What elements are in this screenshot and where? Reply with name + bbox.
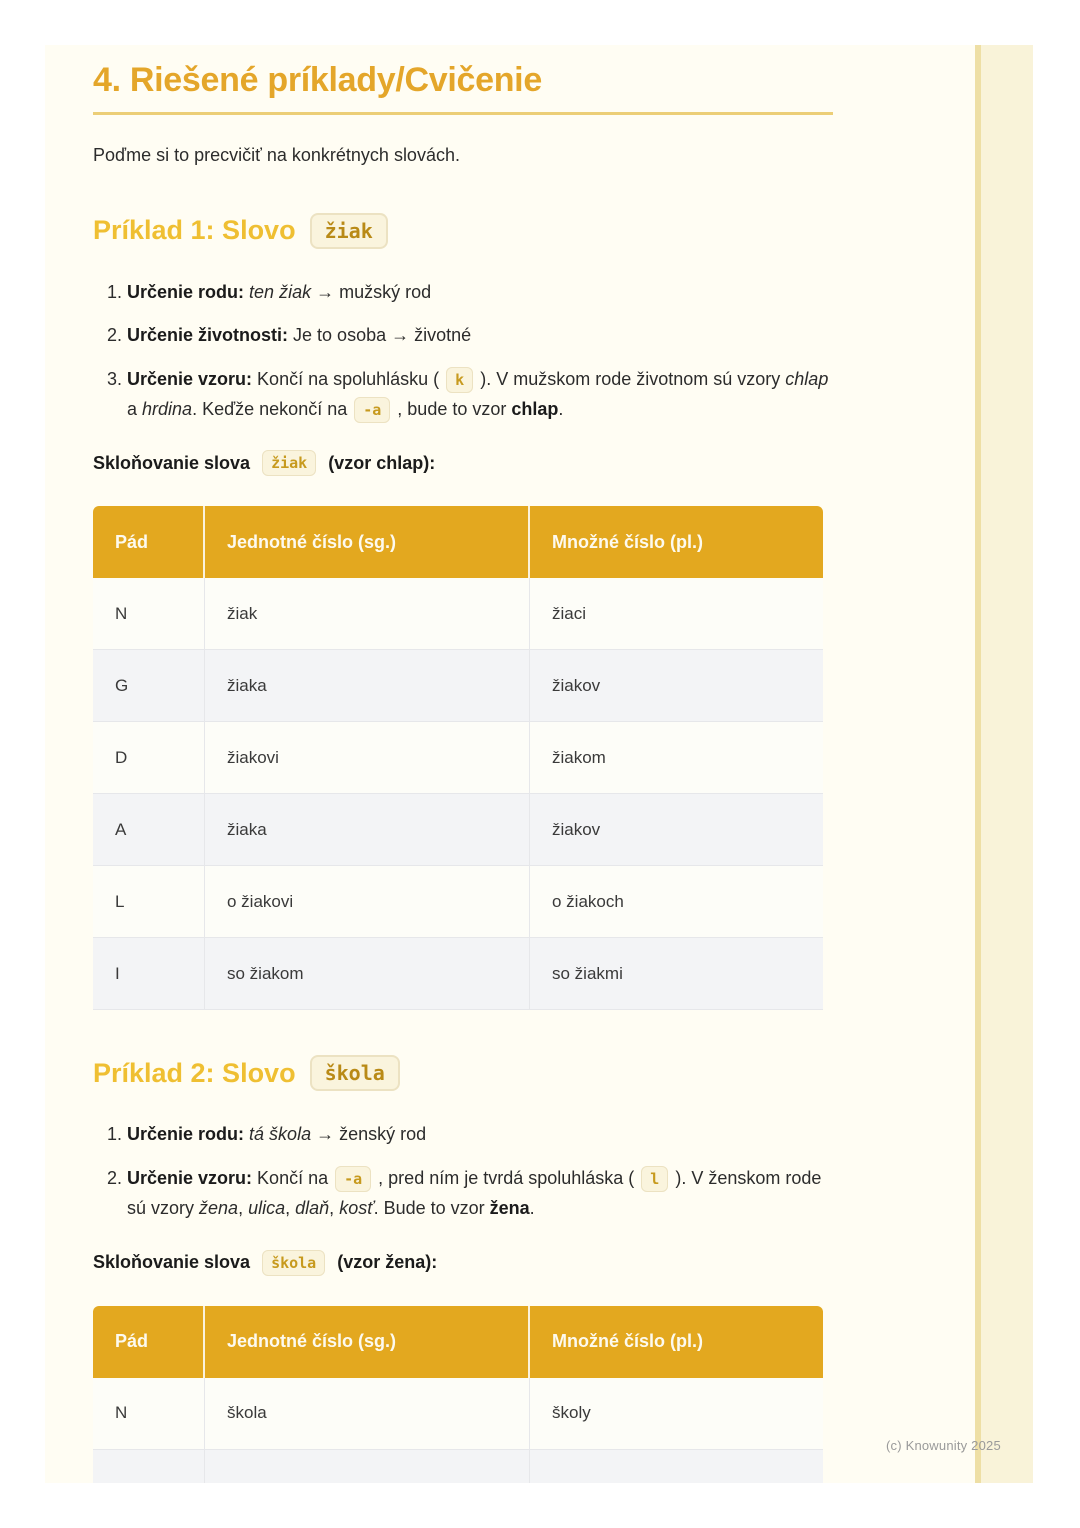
step-item: [127, 321, 833, 351]
page-title: 4. Riešené príklady/Cvičenie: [93, 61, 542, 99]
table-row: [93, 1378, 823, 1450]
declension-label-prefix: Skloňovanie slova: [93, 1252, 251, 1272]
text-segment: , pred ním je tvrdá spoluhláska (: [373, 1168, 640, 1189]
example1-declension-label: [93, 450, 833, 476]
table-cell: so žiakmi: [530, 938, 823, 1010]
text-segment: Končí na spoluhlásku (: [252, 369, 445, 390]
text-segment: .: [558, 398, 564, 419]
text-segment: ). V mužskom rode životnom sú vzory: [475, 369, 786, 390]
bold-text: Určenie rodu:: [127, 281, 245, 302]
inline-code-badge: l: [641, 1166, 668, 1192]
text-segment: . Bude to vzor: [373, 1197, 490, 1218]
inline-code-badge: k: [446, 367, 473, 393]
table-header-row: [93, 506, 823, 578]
text-segment: → mužský rod: [311, 281, 432, 302]
column-header-plural: Množné číslo (pl.): [530, 1306, 823, 1378]
example1-heading: [93, 210, 833, 252]
italic-text: tá škola: [249, 1124, 312, 1145]
document-page: [45, 45, 1033, 1483]
table-cell: o žiakovi: [205, 866, 530, 938]
column-header-singular: Jednotné číslo (sg.): [205, 506, 530, 578]
table-cell: I: [93, 938, 205, 1010]
table-cell: žiaci: [530, 578, 823, 650]
text-segment: Končí na: [252, 1168, 334, 1189]
table-row: [93, 578, 823, 650]
inline-code-badge: -a: [335, 1166, 371, 1192]
example1-word-badge: žiak: [310, 213, 388, 249]
text-segment: ,: [285, 1197, 296, 1218]
copyright-footer: (c) Knowunity 2025: [886, 1438, 1001, 1453]
text-segment: . Keďže nekončí na: [192, 398, 353, 419]
table-cell: žiakov: [530, 650, 823, 722]
table-cell: žiaka: [205, 794, 530, 866]
column-header-singular: Jednotné číslo (sg.): [205, 1306, 530, 1378]
declension-table-2: [93, 1306, 823, 1484]
table-cell: žiaka: [205, 650, 530, 722]
table-row: [93, 722, 823, 794]
declension-table-1: [93, 506, 823, 1010]
bold-text: Určenie vzoru:: [127, 1168, 253, 1189]
table-cell: [205, 1450, 530, 1484]
table-row: [93, 938, 823, 1010]
text-segment: → ženský rod: [311, 1124, 427, 1145]
example1-heading-text: Príklad 1: Slovo: [93, 215, 296, 246]
table-cell: žiakovi: [205, 722, 530, 794]
example2-heading-text: Príklad 2: Slovo: [93, 1057, 296, 1088]
italic-text: kosť: [339, 1197, 374, 1218]
bold-text: Určenie vzoru:: [127, 369, 253, 390]
table-cell: N: [93, 578, 205, 650]
table-row: [93, 650, 823, 722]
table-row: [93, 794, 823, 866]
bold-text: Určenie rodu:: [127, 1124, 245, 1145]
inline-code-badge: škola: [262, 1250, 325, 1276]
table-cell: žiakov: [530, 794, 823, 866]
italic-text: dlaň: [295, 1197, 330, 1218]
text-segment: ). V ženskom rode sú vzory: [127, 1168, 822, 1218]
example2-steps-list: [93, 1120, 833, 1223]
table-cell: A: [93, 794, 205, 866]
column-header-pad: Pád: [93, 506, 205, 578]
italic-text: chlap: [785, 369, 829, 390]
bold-text: žena: [489, 1197, 530, 1218]
column-header-pad: Pád: [93, 1306, 205, 1378]
bold-text: chlap: [511, 398, 559, 419]
inline-code-badge: -a: [354, 397, 390, 423]
table-cell: školy: [530, 1378, 823, 1450]
table-cell: G: [93, 650, 205, 722]
example1-steps-list: [93, 278, 833, 425]
table-cell: so žiakom: [205, 938, 530, 1010]
italic-text: ulica: [248, 1197, 286, 1218]
text-segment: Je to osoba → životné: [288, 325, 472, 346]
table-cell: N: [93, 1378, 205, 1450]
table-row: [93, 866, 823, 938]
example2-word-badge: škola: [310, 1055, 400, 1091]
example2-heading: [93, 1052, 833, 1094]
text-segment: , bude to vzor: [392, 398, 512, 419]
declension-label-suffix: (vzor žena):: [337, 1252, 438, 1272]
declension-label-prefix: Skloňovanie slova: [93, 452, 251, 473]
table-cell: L: [93, 866, 205, 938]
declension-label-suffix: (vzor chlap):: [328, 452, 436, 473]
table-row-partial: [93, 1450, 823, 1484]
step-item: [127, 1120, 833, 1150]
italic-text: ten žiak: [249, 281, 312, 302]
example2-declension-label: [93, 1250, 833, 1276]
table-cell: [530, 1450, 823, 1484]
intro-paragraph: Poďme si to precvičiť na konkrétnych slovách.: [93, 144, 460, 165]
table-header-row: [93, 1306, 823, 1378]
text-segment: .: [529, 1197, 535, 1218]
table-cell: [93, 1450, 205, 1484]
inline-code-badge: žiak: [262, 450, 316, 476]
table-cell: žiakom: [530, 722, 823, 794]
step-item: [127, 365, 833, 424]
text-segment: a: [127, 398, 143, 419]
table-cell: žiak: [205, 578, 530, 650]
text-segment: ,: [238, 1197, 249, 1218]
italic-text: žena: [199, 1197, 239, 1218]
table-cell: o žiakoch: [530, 866, 823, 938]
column-header-plural: Množné číslo (pl.): [530, 506, 823, 578]
step-item: [127, 278, 833, 308]
italic-text: hrdina: [142, 398, 193, 419]
bold-text: Určenie životnosti:: [127, 325, 289, 346]
title-underline: [93, 112, 833, 115]
table-cell: D: [93, 722, 205, 794]
table-cell: škola: [205, 1378, 530, 1450]
text-segment: ,: [329, 1197, 340, 1218]
page-edge-stripe: [975, 45, 1033, 1483]
step-item: [127, 1164, 833, 1223]
